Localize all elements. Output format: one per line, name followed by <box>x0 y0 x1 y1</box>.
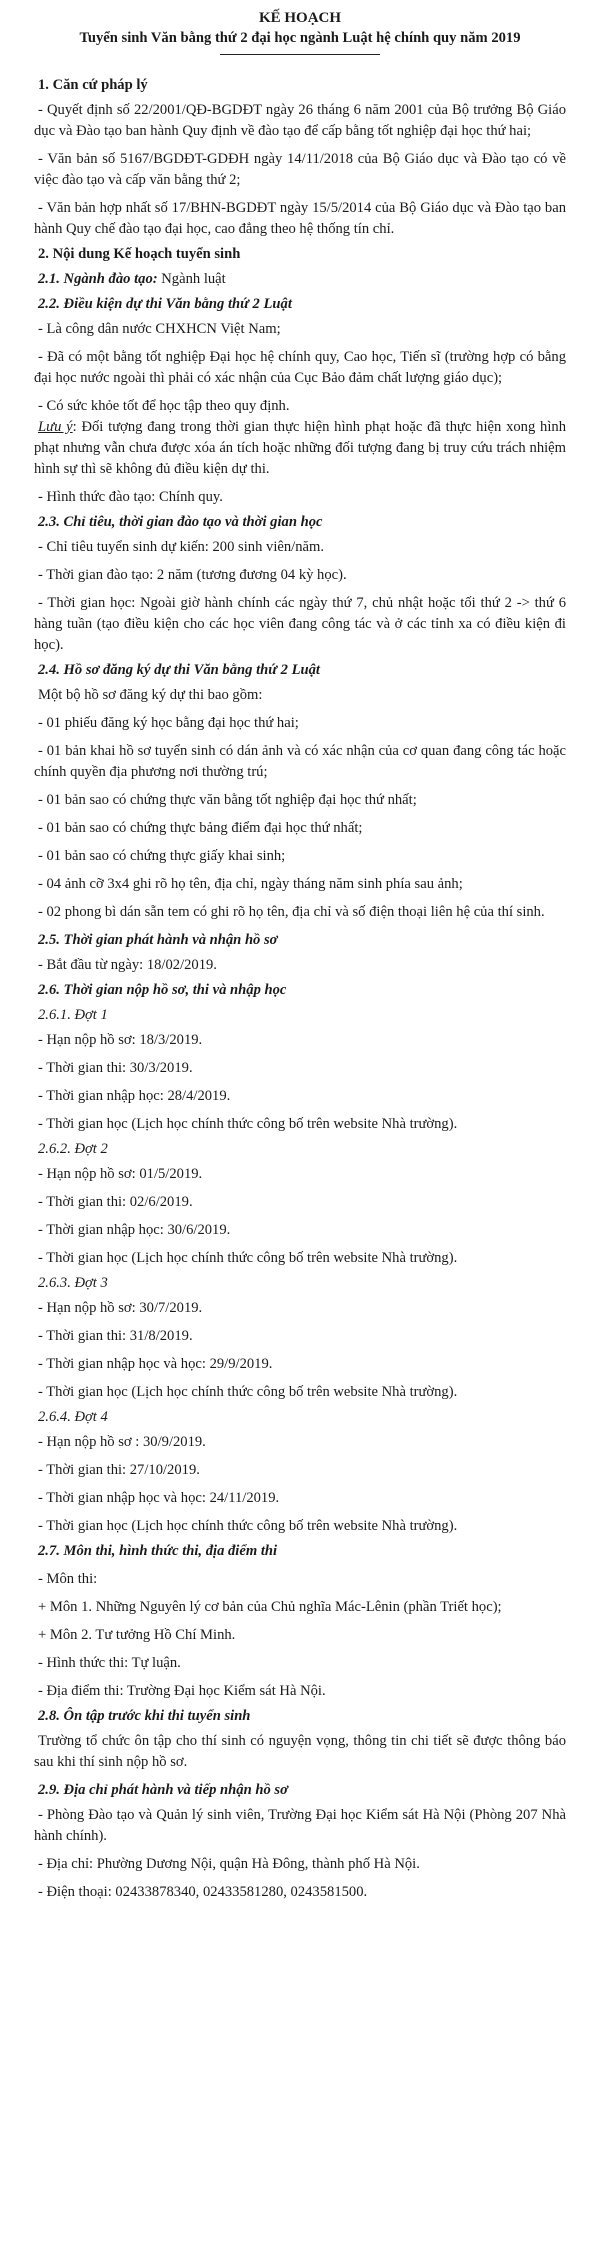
round-3-item: - Thời gian nhập học và học: 29/9/2019. <box>38 1356 273 1372</box>
document-title: KẾ HOẠCH <box>258 10 342 26</box>
condition-note <box>34 417 566 480</box>
review-info: Trường tổ chức ôn tập cho thí sinh có nguyện vọng, thông tin chi tiết sẽ được thông báo sau khi thí sinh nộp hồ sơ. <box>34 1733 566 1770</box>
office-address: - Địa chỉ: Phường Dương Nội, quận Hà Đông, thành phố Hà Nội. <box>38 1856 420 1872</box>
section-2-1-value: Ngành luật <box>157 271 226 287</box>
round-3-item: - Hạn nộp hồ sơ: 30/7/2019. <box>38 1300 203 1316</box>
dossier-item: - 01 bản khai hồ sơ tuyển sinh có dán ảnh và có xác nhận của cơ quan đang công tác hoặc chính quyền địa phương nơi thường trú; <box>34 743 566 780</box>
section-2-3-heading: 2.3. Chỉ tiêu, thời gian đào tạo và thời gian học <box>38 514 323 530</box>
office-phone: - Điện thoại: 02433878340, 02433581280, 0243581500. <box>38 1884 368 1900</box>
office-name: - Phòng Đào tạo và Quản lý sinh viên, Trường Đại học Kiểm sát Hà Nội (Phòng 207 Nhà hành chính). <box>34 1807 566 1844</box>
section-2-9-heading: 2.9. Địa chỉ phát hành và tiếp nhận hồ sơ <box>38 1782 288 1798</box>
round-2-item: - Hạn nộp hồ sơ: 01/5/2019. <box>38 1166 203 1182</box>
legal-basis-3: - Văn bản hợp nhất số 17/BHN-BGDĐT ngày 15/5/2014 của Bộ Giáo dục và Đào tạo ban hành Quy chế đào tạo đại học, cao đẳng theo hệ thống tín chỉ. <box>34 200 566 237</box>
dossier-item: - 01 bản sao có chứng thực bảng điểm đại học thứ nhất; <box>38 820 363 836</box>
quota: - Chỉ tiêu tuyển sinh dự kiến: 200 sinh viên/năm. <box>38 539 324 555</box>
note-text: : Đối tượng đang trong thời gian thực hiện hình phạt hoặc đã thực hiện xong hình phạt nhưng vẫn chưa được xóa án tích hoặc những đối tượng đang bị truy cứu trách nhiệm hình sự thì sẽ không đủ điều kiện dự thi. <box>34 419 567 477</box>
round-1-item: - Hạn nộp hồ sơ: 18/3/2019. <box>38 1032 203 1048</box>
round-1-label: 2.6.1. Đợt 1 <box>38 1007 108 1023</box>
study-schedule: - Thời gian học: Ngoài giờ hành chính các ngày thứ 7, chủ nhật hoặc tối thứ 2 -> thứ 6 hàng tuần (tạo điều kiện cho các học viên đang công tác và ở các tỉnh xa có điều kiện đi học). <box>34 595 566 653</box>
title-divider <box>220 54 380 55</box>
round-1-item: - Thời gian học (Lịch học chính thức công bố trên website Nhà trường). <box>38 1116 458 1132</box>
round-4-item: - Hạn nộp hồ sơ : 30/9/2019. <box>38 1434 206 1450</box>
issue-start-date: - Bắt đầu từ ngày: 18/02/2019. <box>38 957 217 973</box>
dossier-intro: Một bộ hồ sơ đăng ký dự thi bao gồm: <box>38 687 263 703</box>
round-4-item: - Thời gian nhập học và học: 24/11/2019. <box>38 1490 280 1506</box>
section-2-2-heading: 2.2. Điều kiện dự thi Văn bằng thứ 2 Luật <box>38 296 292 312</box>
round-2-item: - Thời gian nhập học: 30/6/2019. <box>38 1222 231 1238</box>
round-3-item: - Thời gian thi: 31/8/2019. <box>38 1328 193 1344</box>
round-4-item: - Thời gian học (Lịch học chính thức công bố trên website Nhà trường). <box>38 1518 458 1534</box>
section-1-heading: 1. Căn cứ pháp lý <box>38 77 148 93</box>
round-3-item: - Thời gian học (Lịch học chính thức công bố trên website Nhà trường). <box>38 1384 458 1400</box>
condition-1: - Là công dân nước CHXHCN Việt Nam; <box>38 321 281 337</box>
dossier-item: - 04 ảnh cỡ 3x4 ghi rõ họ tên, địa chỉ, ngày tháng năm sinh phía sau ảnh; <box>38 876 463 892</box>
dossier-item: - 01 bản sao có chứng thực văn bằng tốt nghiệp đại học thứ nhất; <box>38 792 417 808</box>
document-subtitle: Tuyển sinh Văn bằng thứ 2 đại học ngành Luật hệ chính quy năm 2019 <box>79 30 521 46</box>
round-4-item: - Thời gian thi: 27/10/2019. <box>38 1462 200 1478</box>
exam-subject-2: + Môn 2. Tư tưởng Hồ Chí Minh. <box>38 1627 236 1643</box>
section-2-5-heading: 2.5. Thời gian phát hành và nhận hồ sơ <box>38 932 278 948</box>
round-4-label: 2.6.4. Đợt 4 <box>38 1409 108 1425</box>
round-2-item: - Thời gian thi: 02/6/2019. <box>38 1194 193 1210</box>
training-mode: - Hình thức đào tạo: Chính quy. <box>38 489 223 505</box>
legal-basis-1: - Quyết định số 22/2001/QĐ-BGDĐT ngày 26 tháng 6 năm 2001 của Bộ trưởng Bộ Giáo dục và Đào tạo ban hành Quy định về đào tạo để cấp bằng tốt nghiệp đại học thứ hai; <box>34 102 566 139</box>
dossier-item: - 02 phong bì dán sẵn tem có ghi rõ họ tên, địa chỉ và số điện thoại liên hệ của thí sinh. <box>38 904 545 920</box>
section-2-8-heading: 2.8. Ôn tập trước khi thi tuyển sinh <box>38 1708 251 1724</box>
round-1-item: - Thời gian thi: 30/3/2019. <box>38 1060 193 1076</box>
training-duration: - Thời gian đào tạo: 2 năm (tương đương 04 kỳ học). <box>38 567 347 583</box>
round-2-label: 2.6.2. Đợt 2 <box>38 1141 108 1157</box>
condition-2: - Đã có một bằng tốt nghiệp Đại học hệ chính quy, Cao học, Tiến sĩ (trường hợp có bằng đại học nước ngoài thì phải có xác nhận của Cục Bảo đảm chất lượng giáo dục); <box>34 349 566 386</box>
note-label: Lưu ý <box>38 419 73 435</box>
exam-location: - Địa điểm thi: Trường Đại học Kiểm sát Hà Nội. <box>38 1683 326 1699</box>
exam-subjects: - Môn thi: <box>38 1571 98 1587</box>
dossier-item: - 01 phiếu đăng ký học bằng đại học thứ hai; <box>38 715 299 731</box>
round-2-item: - Thời gian học (Lịch học chính thức công bố trên website Nhà trường). <box>38 1250 458 1266</box>
section-2-7-heading: 2.7. Môn thi, hình thức thi, địa điểm thi <box>38 1543 278 1559</box>
legal-basis-2: - Văn bản số 5167/BGDĐT-GDĐH ngày 14/11/2018 của Bộ Giáo dục và Đào tạo có về việc đào tạo và cấp văn bằng thứ 2; <box>34 151 566 188</box>
exam-subject-1: + Môn 1. Những Nguyên lý cơ bản của Chủ nghĩa Mác-Lênin (phần Triết học); <box>38 1599 502 1615</box>
section-2-1-label: 2.1. Ngành đào tạo: <box>38 271 158 287</box>
section-2-1 <box>34 269 566 290</box>
section-2-6-heading: 2.6. Thời gian nộp hồ sơ, thi và nhập học <box>38 982 287 998</box>
round-1-item: - Thời gian nhập học: 28/4/2019. <box>38 1088 231 1104</box>
section-2-4-heading: 2.4. Hồ sơ đăng ký dự thi Văn bằng thứ 2 Luật <box>38 662 320 678</box>
condition-3: - Có sức khỏe tốt để học tập theo quy định. <box>38 398 290 414</box>
round-3-label: 2.6.3. Đợt 3 <box>38 1275 108 1291</box>
exam-format: - Hình thức thi: Tự luận. <box>38 1655 181 1671</box>
section-2-heading: 2. Nội dung Kế hoạch tuyển sinh <box>38 246 241 262</box>
dossier-item: - 01 bản sao có chứng thực giấy khai sinh; <box>38 848 286 864</box>
